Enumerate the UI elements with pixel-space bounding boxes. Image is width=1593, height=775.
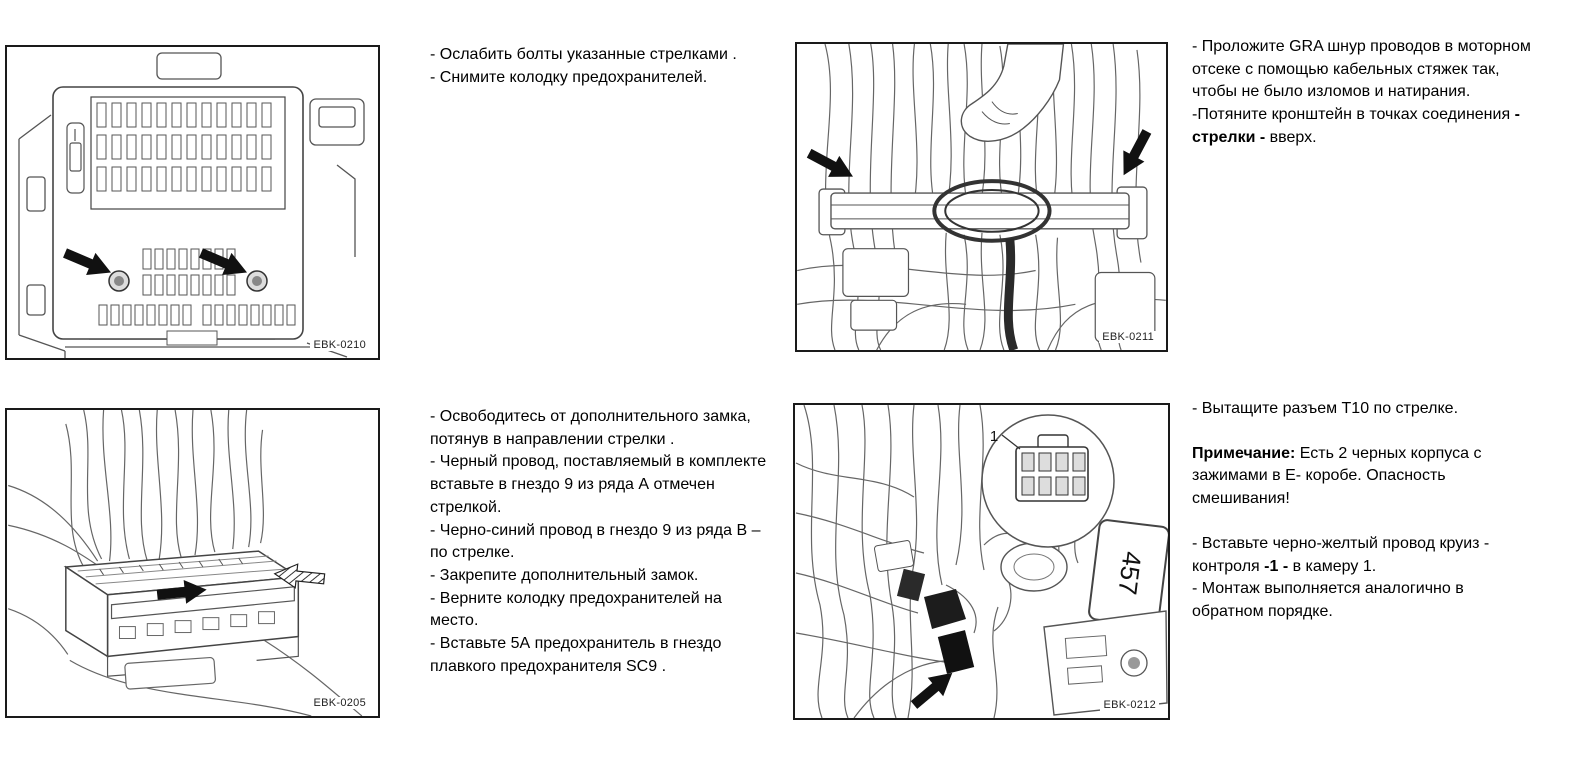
instruction-segment: вверх. — [1265, 128, 1317, 146]
instruction-line: - Снимите колодку предохранителей. — [430, 68, 708, 86]
instruction-segment: в камеру 1. — [1288, 557, 1377, 575]
instruction-line: - Черно-синий провод в гнездо 9 из ряда В – по стрелке. — [430, 521, 761, 562]
instruction-line: - Верните колодку предохранителей на место. — [430, 589, 722, 630]
figure-code: EBK-0205 — [310, 697, 369, 709]
instruction-line: - Проложите GRA шнур проводов в моторном отсеке с помощью кабельных стяжек так, чтобы не было изломов и натирания. — [1192, 38, 1531, 101]
instruction-line: - Ослабить болты указанные стрелками . — [430, 46, 737, 63]
figure-code: EBK-0210 — [310, 339, 369, 351]
fuse-puller — [67, 123, 84, 193]
connector-housing — [66, 551, 298, 689]
instruction-line — [1192, 443, 1532, 511]
instructions-connector-block — [430, 406, 768, 679]
callout-number: 1 — [989, 428, 999, 445]
relay-number: 457 — [1112, 549, 1148, 597]
paragraph-gap — [1192, 421, 1532, 443]
figure-fuse-box — [5, 45, 380, 360]
fuse-box-illustration — [7, 47, 378, 358]
bolt-left — [109, 271, 129, 291]
instruction-segment: Есть 2 черных корпуса с зажимами в Е- коробе. Опасность смешивания! — [1192, 444, 1482, 508]
hand-illustration — [961, 44, 1063, 141]
instruction-segment-bold: - стрелки - — [1192, 106, 1520, 146]
figure-t10-connector — [793, 403, 1170, 720]
t10-connector-illustration — [795, 405, 1168, 718]
relay-457 — [1088, 519, 1168, 627]
instructions-fuse-box — [430, 44, 765, 89]
instructions-engine-harness — [1192, 36, 1532, 150]
instruction-line: - Вытащите разъем Т10 по стрелке. — [1192, 400, 1459, 417]
instructions-t10-connector — [1192, 398, 1532, 624]
t10-callout-circle — [982, 415, 1114, 547]
engine-harness-illustration — [797, 44, 1166, 350]
connector-block-illustration — [7, 410, 378, 716]
instruction-line: - Черный провод, поставляемый в комплекте вставьте в гнездо 9 из ряда А отмечен стрелкой. — [430, 453, 767, 516]
instruction-line: - Освободитесь от дополнительного замка, потянув в направлении стрелки . — [430, 408, 751, 448]
instruction-line — [1192, 104, 1532, 149]
instruction-line: - Монтаж выполняется аналогично в обратном порядке. — [1192, 580, 1464, 621]
figure-code: EBK-0212 — [1100, 699, 1159, 711]
instruction-segment-bold: -1 - — [1264, 557, 1289, 575]
arrow-icon — [1113, 126, 1157, 181]
instruction-segment: -Потяните кронштейн в точках соединения — [1192, 106, 1515, 124]
instruction-line: - Вставьте 5А предохранитель в гнездо плавкого предохранителя SC9 . — [430, 635, 722, 675]
figure-code: EBK-0211 — [1099, 331, 1157, 343]
black-connector-housings — [874, 540, 974, 674]
bolt-right — [247, 271, 267, 291]
figure-engine-harness — [795, 42, 1168, 352]
figure-connector-block — [5, 408, 380, 718]
instruction-segment: - Вставьте черно-желтый провод круиз - контроля — [1192, 534, 1490, 575]
instruction-line — [1192, 533, 1532, 578]
note-label: Примечание: — [1192, 444, 1296, 462]
paragraph-gap — [1192, 511, 1532, 533]
instruction-line: - Закрепите дополнительный замок. — [430, 567, 699, 585]
